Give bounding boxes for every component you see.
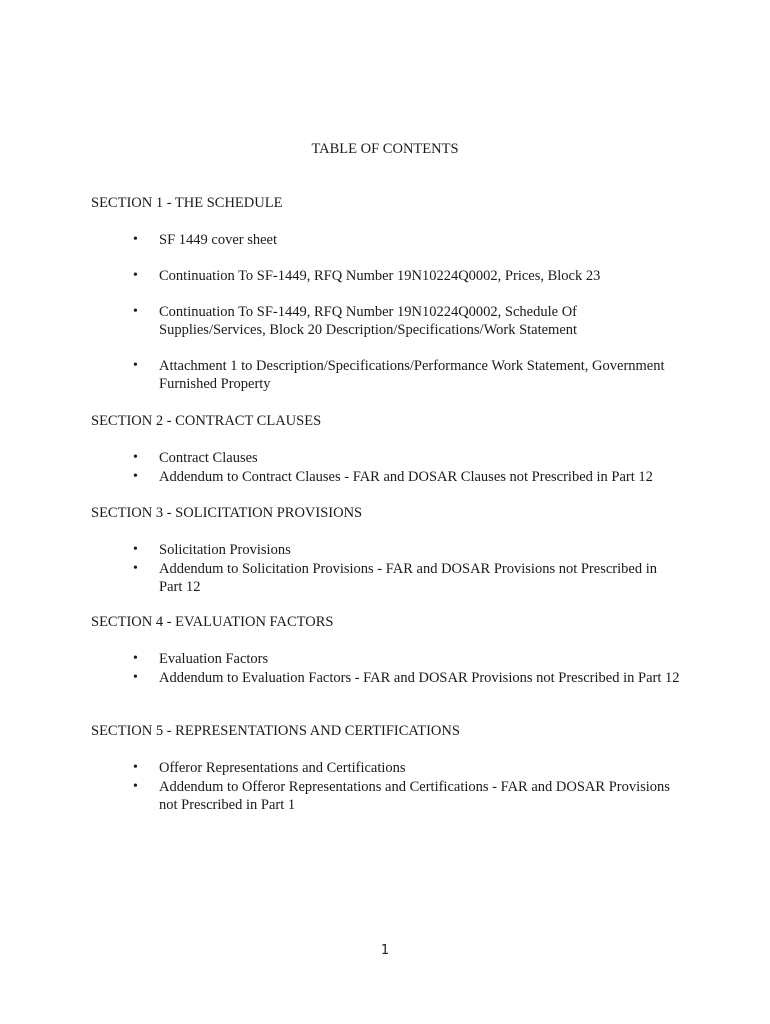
list-item: • Addendum to Offeror Representations and Certifications - FAR and DOSAR Provisions not Prescribed in Part 1 [133,779,670,813]
bullet-icon: • [133,779,138,794]
bullet-icon: • [133,358,138,373]
section-2-heading: SECTION 2 - CONTRACT CLAUSES [91,413,322,429]
list-item: • Solicitation Provisions [133,542,291,558]
section-4-list [0,650,770,688]
section-1-list [0,231,770,411]
list-item: • Offeror Representations and Certifications [133,760,406,776]
bullet-icon: • [133,651,138,666]
bullet-icon: • [133,268,138,283]
list-item: • Addendum to Contract Clauses - FAR and DOSAR Clauses not Prescribed in Part 12 [133,469,653,485]
section-2-list [0,449,770,487]
section-5-list [0,759,770,815]
page-title: TABLE OF CONTENTS [311,141,459,157]
section-4-heading: SECTION 4 - EVALUATION FACTORS [91,614,334,630]
list-item: • Addendum to Evaluation Factors - FAR and DOSAR Provisions not Prescribed in Part 12 [133,670,680,686]
section-5-heading: SECTION 5 - REPRESENTATIONS AND CERTIFICATIONS [91,723,460,739]
bullet-icon: • [133,469,138,484]
bullet-icon: • [133,450,138,465]
bullet-icon: • [133,670,138,685]
list-item: • Continuation To SF-1449, RFQ Number 19N10224Q0002, Schedule Of Supplies/Services, Block 20 Description/Specifications/Work Statement [133,304,578,338]
section-3-heading: SECTION 3 - SOLICITATION PROVISIONS [91,505,363,521]
bullet-icon: • [133,760,138,775]
list-item: • Contract Clauses [133,450,258,466]
page-number: 1 [380,943,390,958]
section-1-heading: SECTION 1 - THE SCHEDULE [91,195,283,211]
list-item: • Attachment 1 to Description/Specifications/Performance Work Statement, Government Furnished Property [133,358,665,392]
bullet-icon: • [133,304,138,319]
list-item: • Continuation To SF-1449, RFQ Number 19N10224Q0002, Prices, Block 23 [133,268,601,284]
list-item: • Evaluation Factors [133,651,269,667]
bullet-icon: • [133,542,138,557]
section-3-list [0,541,770,597]
list-item: • Addendum to Solicitation Provisions - FAR and DOSAR Provisions not Prescribed in Part 12 [133,561,657,595]
bullet-icon: • [133,561,138,576]
list-item: • SF 1449 cover sheet [133,232,277,248]
bullet-icon: • [133,232,138,247]
